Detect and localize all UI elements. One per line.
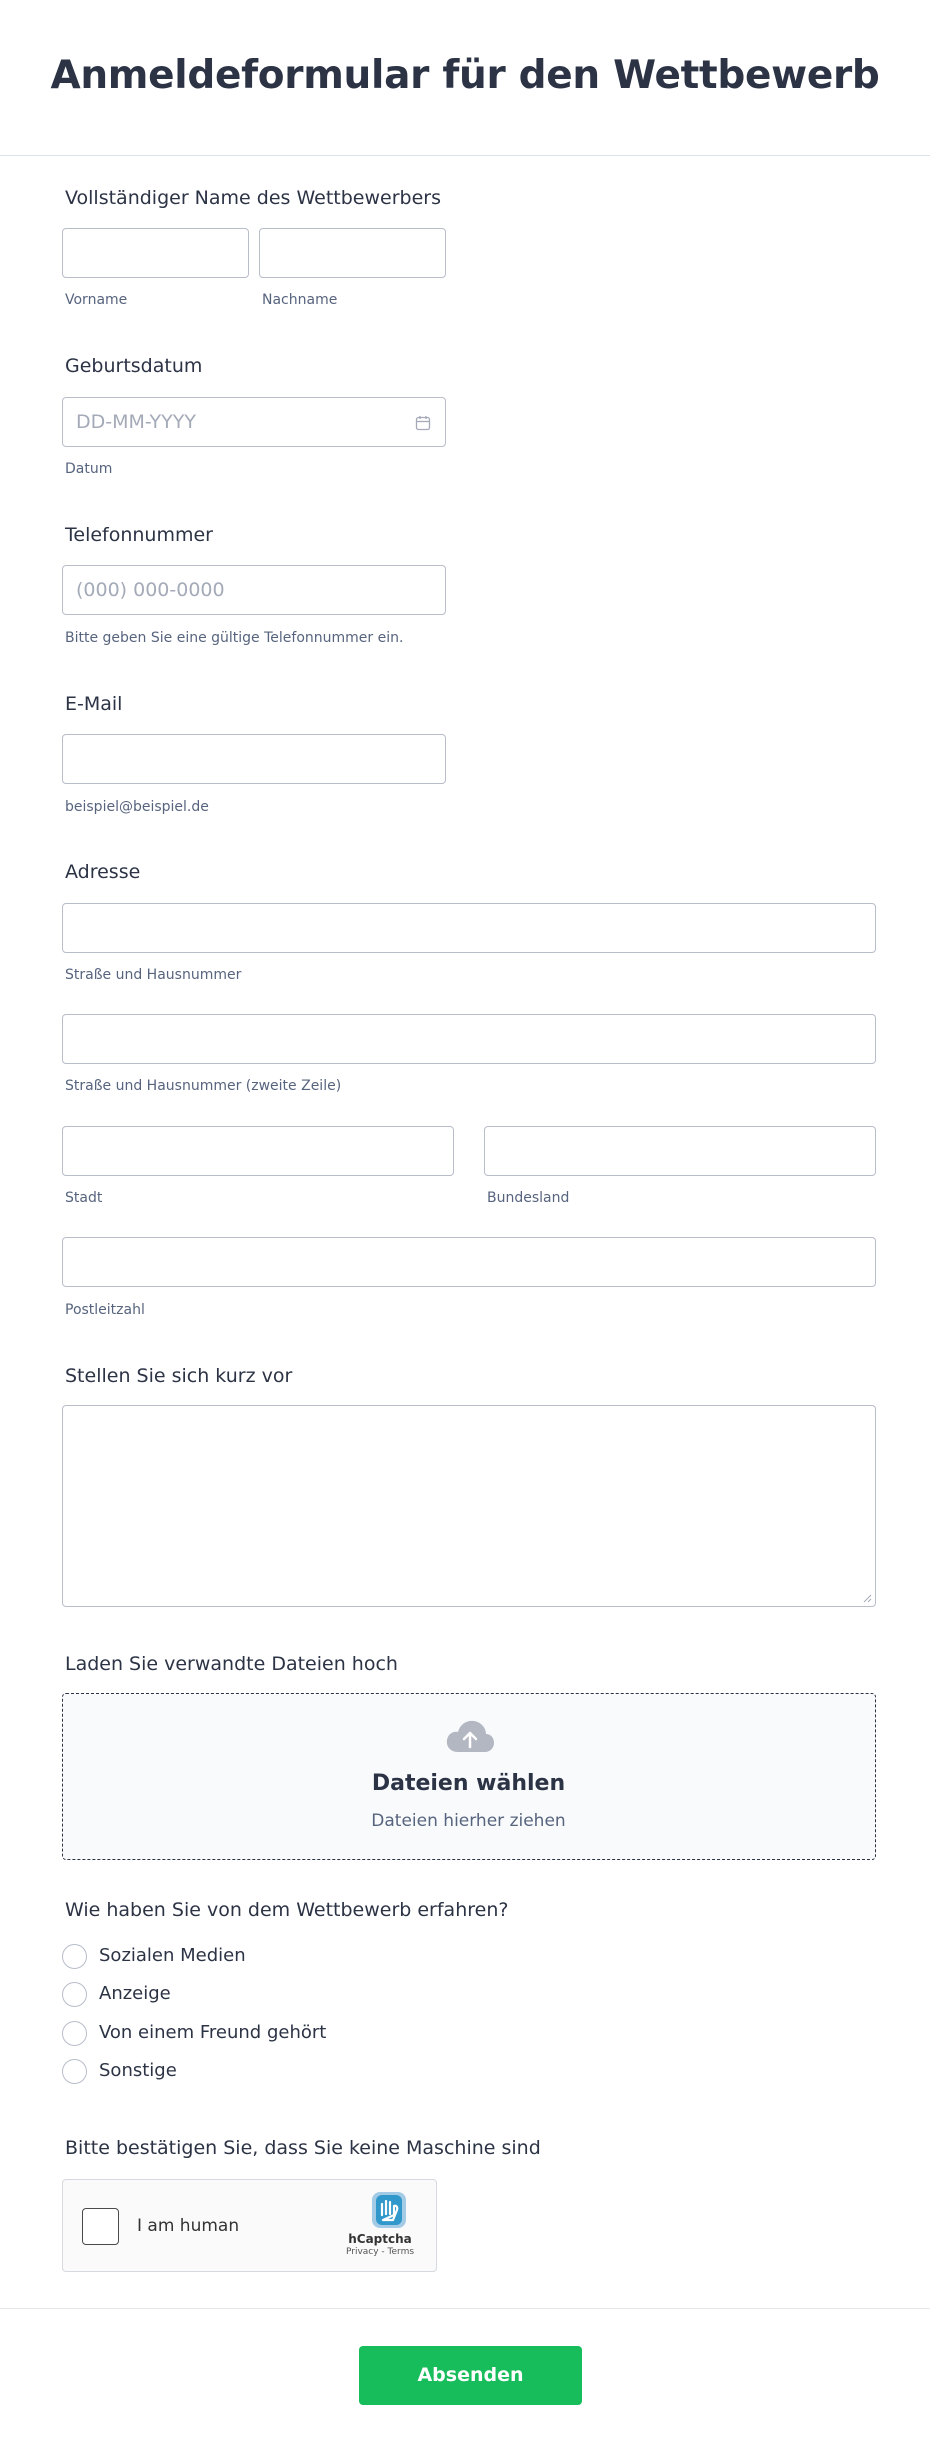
calendar-icon[interactable] xyxy=(415,415,431,431)
email-input[interactable] xyxy=(62,734,446,784)
phone-sublabel: Bitte geben Sie eine gültige Telefonnummer ein. xyxy=(65,630,404,646)
hcaptcha-brand: hCaptcha xyxy=(348,2232,412,2246)
hcaptcha-links[interactable]: Privacy - Terms xyxy=(345,2247,415,2257)
captcha-checkbox[interactable] xyxy=(82,2208,119,2245)
address-label: Adresse xyxy=(65,861,141,883)
form-header xyxy=(0,0,930,156)
source-label: Wie haben Sie von dem Wettbewerb erfahren? xyxy=(65,1899,509,1921)
city-input[interactable] xyxy=(62,1126,454,1176)
state-input[interactable] xyxy=(484,1126,876,1176)
zip-sublabel: Postleitzahl xyxy=(65,1302,145,1318)
last-name-input[interactable] xyxy=(259,228,446,278)
hcaptcha-logo-icon xyxy=(368,2190,410,2230)
form-footer xyxy=(0,2308,930,2455)
radio-button[interactable] xyxy=(62,1944,87,1969)
email-label: E-Mail xyxy=(65,693,123,715)
radio-button[interactable] xyxy=(62,2021,87,2046)
radio-button[interactable] xyxy=(62,2059,87,2084)
resize-handle-icon[interactable] xyxy=(862,1593,872,1603)
upload-title: Dateien wählen xyxy=(371,1771,566,1796)
radio-label: Von einem Freund gehört xyxy=(99,2022,327,2043)
intro-label: Stellen Sie sich kurz vor xyxy=(65,1365,293,1387)
first-name-input[interactable] xyxy=(62,228,249,278)
phone-input[interactable] xyxy=(62,565,446,615)
file-upload-dropzone[interactable] xyxy=(62,1693,876,1860)
upload-hint: Dateien hierher ziehen xyxy=(371,1811,566,1831)
intro-textarea[interactable] xyxy=(62,1405,876,1607)
phone-label: Telefonnummer xyxy=(65,524,213,546)
radio-button[interactable] xyxy=(62,1982,87,2007)
submit-button[interactable]: Absenden xyxy=(359,2346,582,2405)
birthdate-label: Geburtsdatum xyxy=(65,355,203,377)
city-sublabel: Stadt xyxy=(65,1190,103,1206)
radio-label: Sozialen Medien xyxy=(99,1945,246,1966)
email-sublabel: beispiel@beispiel.de xyxy=(65,799,209,815)
cloud-upload-icon xyxy=(445,1718,495,1754)
street-input[interactable] xyxy=(62,903,876,953)
radio-label: Sonstige xyxy=(99,2060,177,2081)
first-name-sublabel: Vorname xyxy=(65,292,128,308)
street2-sublabel: Straße und Hausnummer (zweite Zeile) xyxy=(65,1078,342,1094)
captcha-checkbox-text: I am human xyxy=(137,2216,240,2236)
hcaptcha-widget xyxy=(62,2179,437,2272)
phone-placeholder: (000) 000-0000 xyxy=(76,579,225,601)
birthdate-input[interactable] xyxy=(62,397,446,447)
street-sublabel: Straße und Hausnummer xyxy=(65,967,242,983)
captcha-label: Bitte bestätigen Sie, dass Sie keine Maschine sind xyxy=(65,2137,541,2159)
state-sublabel: Bundesland xyxy=(487,1190,570,1206)
last-name-sublabel: Nachname xyxy=(262,292,338,308)
birthdate-placeholder: DD-MM-YYYY xyxy=(76,411,196,433)
zip-input[interactable] xyxy=(62,1237,876,1287)
street2-input[interactable] xyxy=(62,1014,876,1064)
birthdate-sublabel: Datum xyxy=(65,461,113,477)
radio-label: Anzeige xyxy=(99,1983,171,2004)
upload-label: Laden Sie verwandte Dateien hoch xyxy=(65,1653,398,1675)
form-title: Anmeldeformular für den Wettbewerb xyxy=(50,53,880,98)
name-label: Vollständiger Name des Wettbewerbers xyxy=(65,187,441,209)
